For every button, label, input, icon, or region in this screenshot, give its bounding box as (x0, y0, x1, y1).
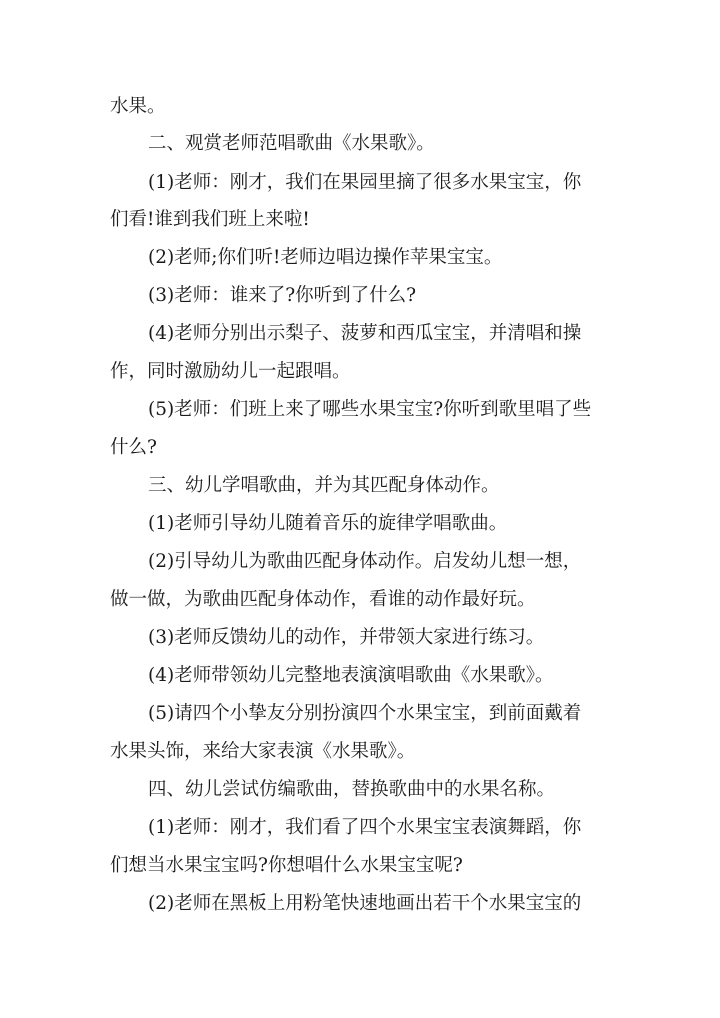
text-line: 们看!谁到我们班上来啦! (110, 209, 310, 230)
section-heading: 二、观赏老师范唱歌曲《水果歌》。 (148, 133, 435, 154)
text-line: 做一做，为歌曲匹配身体动作，看谁的动作最好玩。 (110, 589, 536, 610)
text-line: 什么? (110, 437, 157, 458)
text-line: 作，同时激励幼儿一起跟唱。 (110, 361, 351, 382)
text-line: 们想当水果宝宝吗?你想唱什么水果宝宝呢? (110, 855, 463, 876)
section-heading: 三、幼儿学唱歌曲，并为其匹配身体动作。 (148, 475, 500, 496)
text-line: (1)老师：刚才，我们在果园里摘了很多水果宝宝，你 (148, 172, 582, 193)
text-line: (2)老师在黑板上用粉笔快速地画出若干个水果宝宝的 (148, 893, 582, 914)
text-line: (3)老师反馈幼儿的动作，并带领大家进行练习。 (148, 627, 545, 648)
text-line: (4)老师分别出示梨子、菠萝和西瓜宝宝，并清唱和操 (148, 323, 582, 344)
text-line: 水果头饰，来给大家表演《水果歌》。 (110, 741, 416, 762)
text-line: (1)老师引导幼儿随着音乐的旋律学唱歌曲。 (148, 513, 508, 534)
text-line: 水果。 (110, 96, 166, 117)
text-line: (1)老师：刚才，我们看了四个水果宝宝表演舞蹈，你 (148, 817, 582, 838)
text-line: (3)老师：谁来了?你听到了什么? (148, 285, 417, 306)
text-line: (4)老师带领幼儿完整地表演演唱歌曲《水果歌》。 (148, 665, 554, 686)
text-line: (2)老师;你们听!老师边唱边操作苹果宝宝。 (148, 247, 503, 268)
text-line: (5)老师：们班上来了哪些水果宝宝?你听到歌里唱了些 (148, 399, 592, 420)
section-heading: 四、幼儿尝试仿编歌曲，替换歌曲中的水果名称。 (148, 779, 556, 800)
text-line: (5)请四个小挚友分别扮演四个水果宝宝，到前面戴着 (148, 703, 582, 724)
text-line: (2)引导幼儿为歌曲匹配身体动作。启发幼儿想一想， (148, 551, 582, 572)
